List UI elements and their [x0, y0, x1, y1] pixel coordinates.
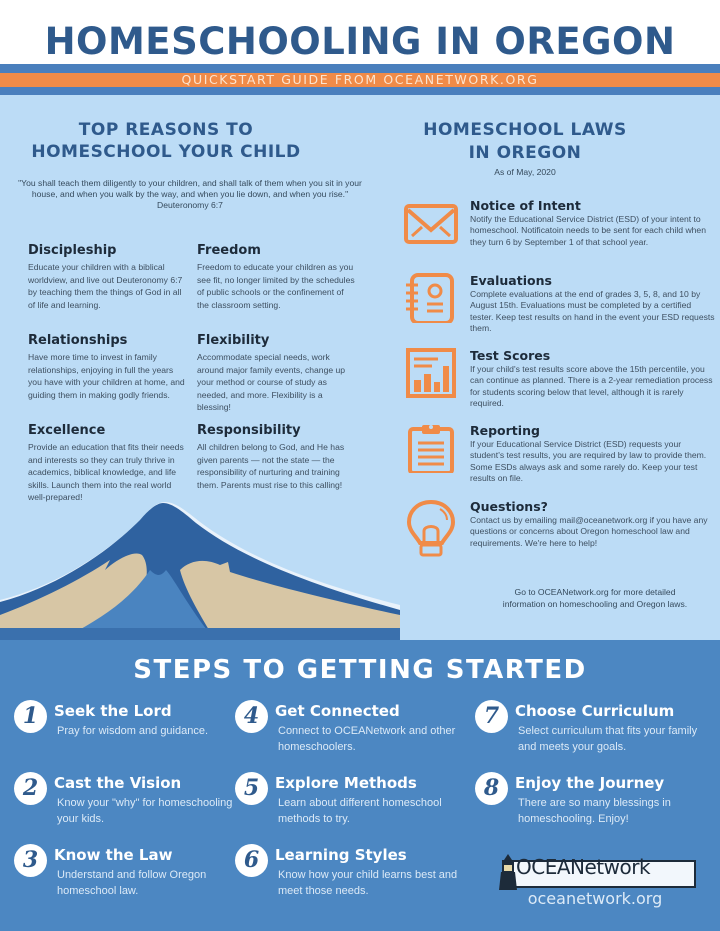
- reason-flexibility: [197, 333, 357, 414]
- reason-title: Relationships: [28, 333, 128, 348]
- step-text: Connect to OCEANetwork and other homeschoolers.: [278, 725, 456, 753]
- reason-text: Accommodate special needs, work around major family events, change up your method or course of study as needed, and more. Flexibility is a blessing!: [197, 352, 346, 412]
- step-title: Learning Styles: [275, 846, 407, 864]
- step-1: [14, 700, 249, 760]
- scripture-quote: [10, 178, 370, 212]
- reason-freedom: [197, 243, 357, 311]
- quote-text: "You shall teach them diligently to your children, and shall talk of them when you sit in your house, and when you walk by the way, and when you lie down, and when you rise.": [18, 178, 362, 200]
- reason-title: Discipleship: [28, 243, 117, 258]
- law-text: Contact us by emailing mail@oceanetwork.org if you have any questions or concerns about Oregon homeschool law and requirements. We're here to help!: [470, 515, 708, 548]
- mountain-illustration: [0, 490, 400, 640]
- step-text: Select curriculum that fits your family and meets your goals.: [518, 725, 698, 753]
- reason-title: Excellence: [28, 423, 106, 438]
- reasons-heading-line2: HOMESCHOOL YOUR CHILD: [31, 142, 301, 162]
- step-number-badge: 3: [14, 844, 47, 877]
- step-text: There are so many blessings in homeschooling. Enjoy!: [518, 797, 671, 825]
- step-5: [235, 772, 470, 832]
- reason-excellence: [28, 423, 188, 504]
- bar-chart-icon: [402, 348, 460, 398]
- steps-heading: STEPS TO GETTING STARTED: [133, 655, 587, 685]
- law-title: Evaluations: [470, 273, 552, 288]
- step-8: [475, 772, 710, 832]
- step-number-badge: 7: [475, 700, 508, 733]
- reasons-heading: [0, 119, 332, 163]
- step-6: [235, 844, 470, 904]
- envelope-icon: [402, 198, 460, 248]
- page-title: HOMESCHOOLING IN OREGON: [44, 20, 676, 63]
- reason-discipleship: [28, 243, 188, 311]
- page-subtitle: QUICKSTART GUIDE FROM OCEANETWORK.ORG: [181, 72, 539, 87]
- step-3: [14, 844, 249, 904]
- header: [0, 0, 720, 66]
- law-title: Test Scores: [470, 348, 551, 363]
- step-title: Get Connected: [275, 702, 400, 720]
- reason-text: Provide an education that fits their needs and interests so they can truly thrive in academics, biblical knowledge, and life skills. Launch them into the real world well-prepared!: [28, 442, 184, 502]
- step-title: Cast the Vision: [54, 774, 182, 792]
- reason-text: Freedom to educate your children as you see fit, no longer limited by the schedules of public schools or the confinement of the classroom setting.: [197, 262, 355, 310]
- step-title: Know the Law: [54, 846, 173, 864]
- law-title: Questions?: [470, 499, 548, 514]
- reason-text: All children belong to God, and He has given parents — not the state — the responsibility of nurturing and training them. Parents must rise to this calling!: [197, 442, 345, 490]
- reason-title: Freedom: [197, 243, 261, 258]
- quote-source: Deuteronomy 6:7: [157, 200, 223, 211]
- logo-url[interactable]: oceanetwork.org: [527, 889, 663, 908]
- step-text: Know your "why" for homeschooling your kids.: [57, 797, 233, 825]
- step-number-badge: 4: [235, 700, 268, 733]
- oceanetwork-logo: [494, 854, 696, 890]
- step-title: Explore Methods: [275, 774, 417, 792]
- law-text: If your Educational Service District (ESD) requests your student's test results, you are required by law to provide them. Some ESDs always ask and some rarely do. Keep your test results on file.: [470, 439, 707, 484]
- reason-title: Responsibility: [197, 423, 301, 438]
- step-2: [14, 772, 249, 832]
- more-info-note: Go to OCEANetwork.org for more detailed information on homeschooling and Oregon laws.: [502, 587, 688, 609]
- step-number-badge: 8: [475, 772, 508, 805]
- upper-panel: [0, 95, 720, 640]
- laws-heading: [420, 119, 630, 165]
- reason-text: Have more time to invest in family relationships, enjoying in full the years you have with your children at home, and guiding them in making godly friends.: [28, 352, 185, 400]
- step-number-badge: 6: [235, 844, 268, 877]
- reason-responsibility: [197, 423, 357, 491]
- step-title: Enjoy the Journey: [515, 774, 665, 792]
- step-7: [475, 700, 710, 760]
- laws-heading-line2: IN OREGON: [468, 143, 582, 163]
- step-number-badge: 5: [235, 772, 268, 805]
- step-text: Know how your child learns best and meet those needs.: [278, 869, 458, 897]
- steps-panel: [0, 640, 720, 931]
- clipboard-icon: [402, 423, 460, 473]
- laws-heading-line1: HOMESCHOOL LAWS: [423, 120, 627, 140]
- notebook-icon: [402, 273, 460, 323]
- step-title: Seek the Lord: [54, 702, 172, 720]
- lightbulb-icon: [402, 499, 460, 559]
- law-text: If your child's test results score above the 15th percentile, you can continue as planned. There is a 2-year remediation process for students scoring below that level, although it is rarely required.: [470, 364, 713, 409]
- reason-relationships: [28, 333, 188, 401]
- law-text: Complete evaluations at the end of grades 3, 5, 8, and 10 by August 15th. Evaluations must be completed by a certified tester. Keep test results on hand in the event your ESD requests them.: [470, 289, 715, 334]
- step-number-badge: 1: [14, 700, 47, 733]
- reason-text: Educate your children with a biblical worldview, and live out Deuteronomy 6:7 by teaching them the things of God in all of life and learning.: [28, 262, 183, 310]
- reasons-heading-line1: TOP REASONS TO: [78, 120, 254, 140]
- logo-wordmark: OCEANetwork: [516, 855, 651, 879]
- step-4: [235, 700, 470, 760]
- step-title: Choose Curriculum: [515, 702, 675, 720]
- step-text: Understand and follow Oregon homeschool law.: [57, 869, 207, 897]
- law-text: Notify the Educational Service District (ESD) of your intent to homeschool. Notificatoin needs to be sent for each child when they turn 6 by September 1 of that school year.: [470, 214, 706, 247]
- step-number-badge: 2: [14, 772, 47, 805]
- law-title: Notice of Intent: [470, 198, 581, 213]
- step-text: Learn about different homeschool methods to try.: [278, 797, 442, 825]
- step-text: Pray for wisdom and guidance.: [57, 725, 209, 737]
- law-title: Reporting: [470, 423, 540, 438]
- reason-title: Flexibility: [197, 333, 270, 348]
- stripe-blue-bottom: [0, 87, 720, 95]
- laws-as-of-date: As of May, 2020: [494, 167, 556, 177]
